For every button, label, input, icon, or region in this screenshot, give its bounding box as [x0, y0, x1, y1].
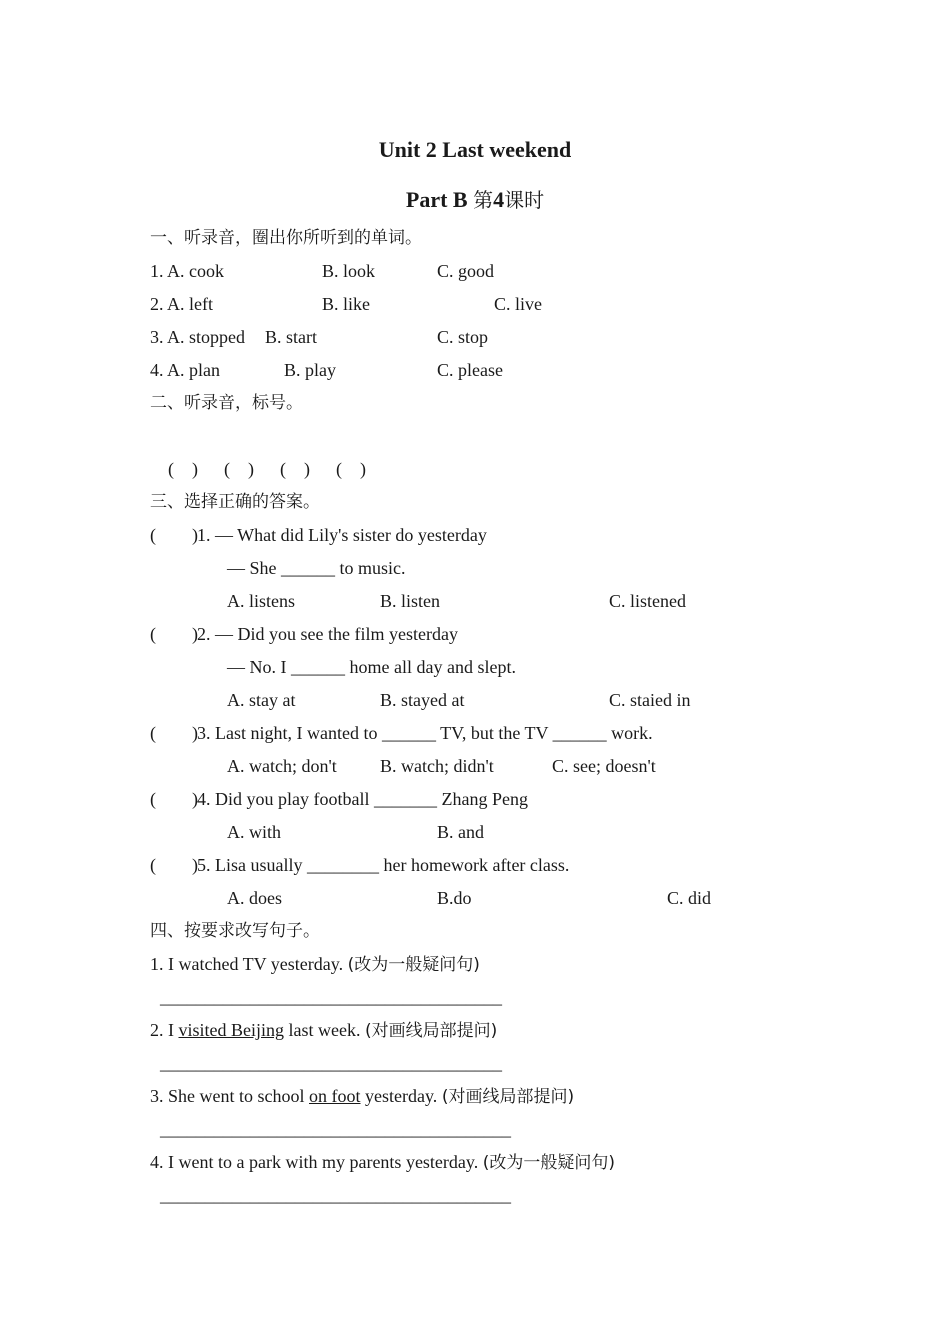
- s4-item3-underlined: on foot: [309, 1086, 361, 1106]
- s4-item1-note: (改为一般疑问句): [347, 955, 480, 975]
- s3-q2-text2: — No. I ______ home all day and slept.: [227, 657, 516, 677]
- s4-item2-note: (对画线局部提问): [364, 1021, 498, 1041]
- s1-item2-c: C. live: [494, 294, 542, 314]
- s3-q2-text: 2. — Did you see the film yesterday: [197, 624, 458, 644]
- s4-item1: [150, 952, 480, 977]
- s4-item2-underlined: visited Beijing: [178, 1020, 284, 1040]
- s3-q1-a: A. listens: [227, 591, 296, 611]
- s1-item1-c: C. good: [437, 261, 495, 281]
- s3-q5-a: A. does: [227, 888, 282, 908]
- s1-item2-a: 2. A. left: [150, 294, 213, 314]
- page-title: Unit 2 Last weekend: [378, 137, 572, 162]
- s4-item1-text: 1. I watched TV yesterday.: [150, 954, 348, 974]
- s4-item3-answer-line: _______________________________________: [160, 1119, 511, 1139]
- s2-bracket-1: ( ): [168, 459, 198, 479]
- s3-q2-a: A. stay at: [227, 690, 296, 710]
- subtitle-lesson-post: 课时: [504, 188, 545, 212]
- s2-bracket-3: ( ): [280, 459, 310, 479]
- s4-item2: [150, 1018, 497, 1043]
- s3-q2-b: B. stayed at: [380, 690, 465, 710]
- s1-item1-a: 1. A. cook: [150, 261, 224, 281]
- s4-item4-text: 4. I went to a park with my parents yesterday.: [150, 1152, 483, 1172]
- s3-q3-b: B. watch; didn't: [380, 756, 494, 776]
- s1-item3-c: C. stop: [437, 327, 489, 347]
- s3-q3-a: A. watch; don't: [227, 756, 337, 776]
- s4-item3-pre: 3. She went to school: [150, 1086, 309, 1106]
- s3-q1-b: B. listen: [380, 591, 441, 611]
- section3-heading: 三、选择正确的答案。: [150, 492, 320, 512]
- section1-heading: 一、听录音，圈出你所听到的单词。: [150, 228, 422, 248]
- s1-item1-b: B. look: [322, 261, 376, 281]
- page-subtitle: [0, 186, 950, 214]
- s4-item2-pre: 2. I: [150, 1020, 179, 1040]
- s3-q5-text: 5. Lisa usually ________ her homework after class.: [197, 855, 570, 875]
- s4-item3: [150, 1084, 574, 1109]
- s3-q5-paren: ( ): [150, 855, 198, 875]
- s4-item4-answer-line: _______________________________________: [160, 1185, 511, 1205]
- section4-heading: 四、按要求改写句子。: [150, 921, 320, 941]
- s1-item2-b: B. like: [322, 294, 370, 314]
- s1-item3-a: 3. A. stopped: [150, 327, 246, 347]
- s4-item2-post: last week.: [284, 1020, 365, 1040]
- s4-item3-post: yesterday.: [360, 1086, 442, 1106]
- s4-item4: [150, 1150, 615, 1175]
- s3-q5-b: B.do: [437, 888, 472, 908]
- section2-heading: 二、听录音，标号。: [150, 393, 303, 413]
- s1-item4-c: C. please: [437, 360, 503, 380]
- s3-q1-paren: ( ): [150, 525, 198, 545]
- s1-item4-a: 4. A. plan: [150, 360, 220, 380]
- s3-q4-text: 4. Did you play football _______ Zhang Peng: [197, 789, 528, 809]
- s3-q2-c: C. staied in: [609, 690, 691, 710]
- s2-bracket-2: ( ): [224, 459, 254, 479]
- s3-q1-text2: — She ______ to music.: [227, 558, 406, 578]
- s3-q5-c: C. did: [667, 888, 712, 908]
- s3-q4-a: A. with: [227, 822, 281, 842]
- subtitle-lesson-pre: 第: [473, 188, 494, 212]
- subtitle-part: Part B: [405, 187, 468, 212]
- s4-item1-answer-line: ______________________________________: [160, 987, 502, 1007]
- s3-q1-c: C. listened: [609, 591, 686, 611]
- s2-bracket-4: ( ): [336, 459, 366, 479]
- s3-q3-paren: ( ): [150, 723, 198, 743]
- s3-q1-text: 1. — What did Lily's sister do yesterday: [197, 525, 487, 545]
- subtitle-lesson-num: 4: [493, 187, 505, 212]
- s3-q3-text: 3. Last night, I wanted to ______ TV, but the TV ______ work.: [197, 723, 653, 743]
- s1-item4-b: B. play: [284, 360, 336, 380]
- s4-item4-note: (改为一般疑问句): [482, 1153, 616, 1173]
- s1-item3-b: B. start: [265, 327, 317, 347]
- s4-item3-note: (对画线局部提问): [441, 1087, 575, 1107]
- s3-q4-b: B. and: [437, 822, 484, 842]
- s3-q2-paren: ( ): [150, 624, 198, 644]
- s4-item2-answer-line: ______________________________________: [160, 1053, 502, 1073]
- s3-q4-paren: ( ): [150, 789, 198, 809]
- s3-q3-c: C. see; doesn't: [552, 756, 656, 776]
